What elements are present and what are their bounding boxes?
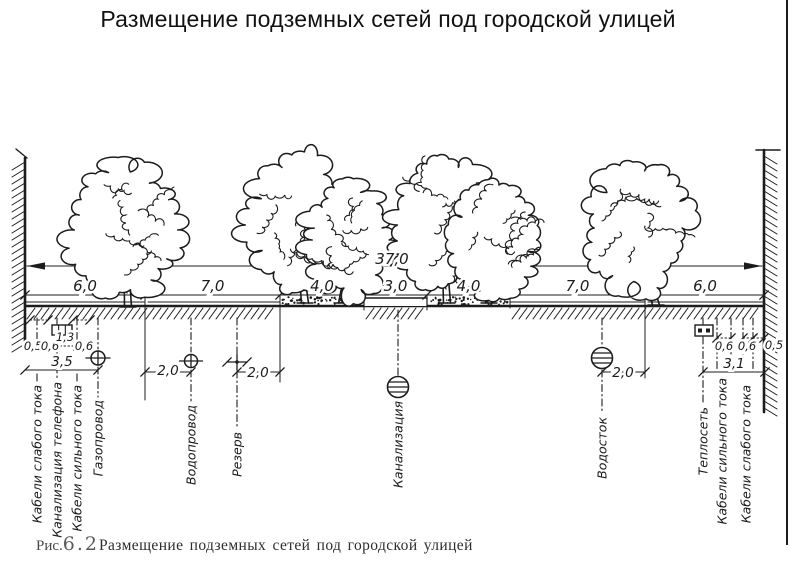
arrowhead-left: [27, 262, 45, 269]
heat-duct-utility: [695, 318, 713, 475]
figure-caption-prefix: Рис.: [36, 538, 63, 554]
utility-label: Газопровод: [90, 400, 106, 477]
grass-dot: [435, 298, 437, 300]
dimension-label: 0,5: [23, 339, 43, 353]
dimension-label: 2,0: [157, 363, 179, 379]
utility-label: Теплосеть: [695, 407, 711, 476]
figure-number: 6.2: [62, 533, 99, 555]
utility-label: Водопровод: [183, 405, 199, 485]
grass-dot: [455, 298, 457, 300]
dimension-label: 3,5: [51, 354, 73, 370]
grass-dot: [439, 299, 442, 302]
sewer-pipe-utility: [388, 310, 409, 488]
grass-dot: [296, 299, 298, 301]
dimension-label: 6,0: [693, 277, 717, 295]
grass-dot: [292, 298, 293, 299]
dimension-label: 0,6: [40, 339, 60, 353]
grass-dot: [314, 301, 316, 303]
figure-caption-text: Размещение подземных сетей под городской улицей: [99, 537, 473, 554]
grass-dot: [281, 299, 283, 301]
grass-dot: [452, 296, 454, 298]
utility-label: Кабели сильного тока: [69, 385, 85, 532]
dimension-label: 2,0: [247, 365, 269, 381]
storm-drain-symbol: [592, 348, 613, 369]
grass-dot: [333, 297, 335, 299]
grass-dot: [463, 303, 465, 305]
grass-dot: [320, 299, 323, 302]
scan-edge-artifact: [786, 0, 788, 545]
grass-dot: [470, 299, 471, 300]
grass-dot: [320, 297, 322, 299]
utility-label: Канализация: [390, 401, 406, 488]
grass-dot: [285, 303, 288, 306]
tree: [581, 161, 700, 305]
grass-dot: [430, 300, 432, 302]
grass-dot: [335, 298, 337, 300]
water-pipe-symbol: [180, 355, 203, 368]
grass-dot: [467, 298, 469, 300]
dimension-label: 0,5: [764, 338, 784, 352]
utility-label: Канализация телефона: [49, 382, 65, 538]
dimension-label: 6,0: [73, 277, 97, 295]
tree-canopy: [581, 161, 700, 301]
grass-dot: [317, 303, 319, 305]
dimension-label: 3,1: [723, 356, 745, 372]
grass-dot: [500, 301, 502, 303]
grass-dot: [293, 302, 295, 304]
dimension-label: 0,6: [74, 339, 94, 353]
utility-label: Кабели слабого тока: [738, 385, 754, 524]
arrowhead-right: [744, 262, 762, 269]
grass-dot: [282, 302, 284, 304]
page-title: Размещение подземных сетей под городской улицей: [100, 6, 676, 32]
dimension-label: 7,0: [565, 277, 590, 295]
grass-dot: [462, 296, 465, 299]
grass-dot: [461, 300, 463, 302]
grass-dot: [325, 299, 327, 301]
grass-dot: [317, 300, 319, 302]
grass-dot: [331, 297, 333, 299]
grass-dot: [459, 297, 461, 299]
reserve-line-utility: [223, 318, 251, 477]
dimension-label: 4,0: [310, 277, 334, 295]
grass-dot: [309, 296, 312, 299]
dimension-label: 1,3: [55, 330, 75, 344]
grass-dot: [454, 296, 455, 297]
grass-dot: [290, 300, 292, 302]
grass-dot: [461, 303, 463, 305]
grass-dot: [432, 299, 434, 301]
grass-dot: [287, 296, 289, 298]
dimension-label: 37,0: [375, 250, 409, 268]
grass-dot: [326, 300, 328, 302]
dimension-label: 0,6: [737, 339, 757, 353]
utility-label: Кабели сильного тока: [714, 378, 730, 525]
grass-dot: [504, 301, 506, 303]
grass-dot: [446, 299, 447, 300]
grass-dot: [506, 301, 508, 303]
dimension-label: 7,0: [200, 277, 225, 295]
grass-dot: [288, 304, 290, 306]
median-strip: [364, 298, 427, 306]
utility-label: Водосток: [594, 417, 610, 479]
water-pipe-utility: [180, 318, 203, 485]
heat-duct-symbol: [695, 325, 713, 336]
sewer-pipe-symbol: [388, 377, 409, 398]
grass-dot: [454, 300, 456, 302]
utility-label: Резерв: [229, 432, 245, 477]
figure-caption: [36, 533, 473, 555]
grass-dot: [329, 299, 331, 301]
grass-dot: [314, 298, 317, 301]
grass-dot: [498, 304, 500, 306]
grass-dot: [316, 296, 319, 299]
grass-dot: [472, 301, 474, 303]
storm-drain-utility: [592, 318, 613, 479]
grass-dot: [503, 302, 505, 304]
dimension-label: 0,6: [714, 339, 734, 353]
gas-pipe-symbol: [86, 351, 110, 365]
dimension-label: 2,0: [612, 365, 634, 381]
dimension-label: 4,0: [456, 277, 481, 295]
utility-label: Кабели слабого тока: [29, 385, 45, 524]
detail-dimensions: [21, 316, 783, 381]
dimension-label: 3,0: [383, 277, 408, 295]
grass-dot: [467, 303, 469, 305]
